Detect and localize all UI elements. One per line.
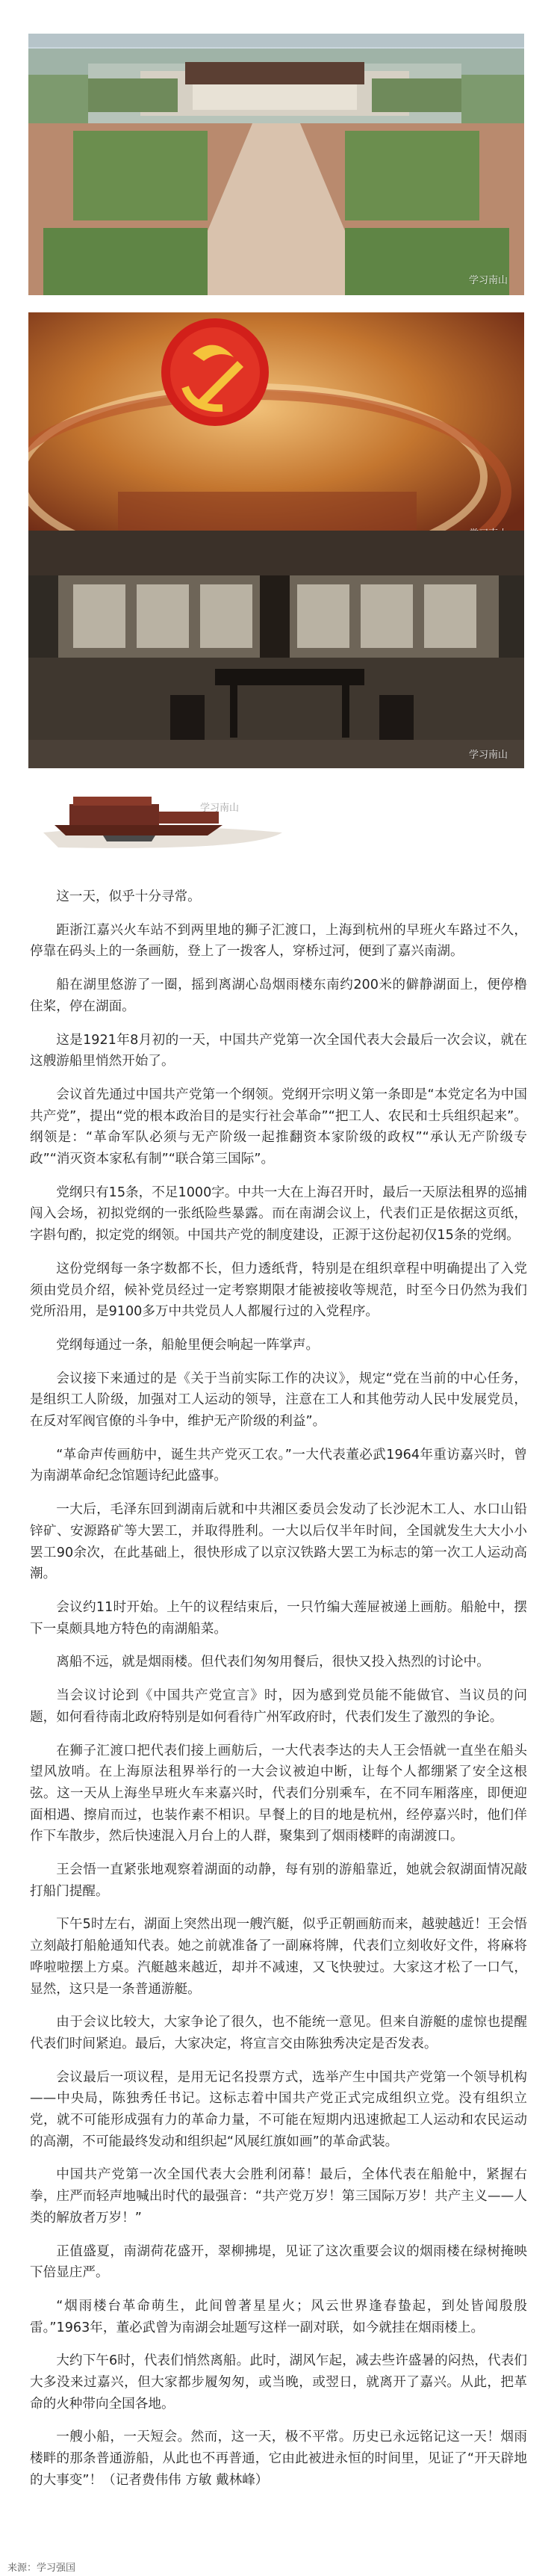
article-paragraph: 会议接下来通过的是《关于当前实际工作的决议》，规定“党在当前的中心任务，是组织工人阶级，加强对工人运动的领导，注意在工人和其他劳动人民中发展党员，在反对军阀官僚的斗争中，维护无产阶级的利益”。 [30, 1371, 527, 1430]
source-credit: 来源：学习强国 [7, 2563, 76, 2574]
article-paragraph: 由于会议比较大，大家争论了很久，也不能统一意见。但来自游艇的虚惊也提醒代表们时间紧迫。最后，大家决定，将宣言交由陈独秀决定是否发表。 [30, 2015, 527, 2051]
article-paragraph: 一大后，毛泽东回到湖南后就和中共湘区委员会发动了长沙泥木工人、水口山铅锌矿、安源路矿等大罢工，并取得胜利。一大以后仅半年时间，全国就发生大大小小罢工90余次，在此基础上，很快形成了以京汉铁路大罢工为标志的第一次工人运动高潮。 [30, 1502, 527, 1582]
article-paragraph: 距浙江嘉兴火车站不到两里地的狮子汇渡口，上海到杭州的早班火车路过不久，停靠在码头上的一条画舫，登上了一拨客人，穿桥过河，便到了嘉兴南湖。 [30, 922, 527, 960]
article-paragraph: 离船不远，就是烟雨楼。但代表们匆匆用餐后，很快又投入热烈的讨论中。 [56, 1655, 490, 1670]
article-paragraph: 这一天，似乎十分寻常。 [56, 889, 201, 904]
party-emblem-illustration [28, 312, 524, 549]
watermark: 学习南山 [468, 275, 508, 286]
article-paragraph: “革命声传画舫中，诞生共产党灭工农。”一大代表董必武1964年重访嘉兴时，曾为南湖革命纪念馆题诗纪此盛事。 [30, 1447, 527, 1484]
watermark: 学习南山 [468, 750, 508, 761]
article-paragraph: 会议最后一项议程，是用无记名投票方式，选举产生中国共产党第一个领导机构——中央局，陈独秀任书记。这标志着中国共产党正式完成组织立党。没有组织立党，就不可能形成强有力的革命力量，不可能在短期内迅速掀起工人运动和农民运动的高潮，不可能最终发动和组织起“风展红旗如画”的革命武装。 [30, 2069, 527, 2149]
article-paragraph: 一艘小船，一天短会。然而，这一天，极不平常。历史已永远铭记这一天！烟雨楼畔的那条普通游船，从此也不再普通，它由此被进永恒的时间里，见证了“开天辟地的大事变”！（记者费伟伟 方敏 戴林峰） [30, 2430, 527, 2488]
article-paragraph: 当会议讨论到《中国共产党宣言》时，因为感到党员能不能做官、当议员的问题，如何看待南北政府特别是如何看待广州军政府时，代表们发生了激烈的争论。 [30, 1688, 527, 1725]
boat-cabin-photo [28, 531, 524, 768]
article-paragraph: 王会悟一直紧张地观察着湖面的动静，每有别的游船靠近，她就会叙湖面情况敲打船门提醒。 [30, 1862, 527, 1899]
article-paragraph: 党纲每通过一条，船舱里便会响起一阵掌声。 [56, 1337, 320, 1353]
article-paragraph: 会议约11时开始。上午的议程结束后，一只竹编大莲屉被递上画舫。船舱中，摆下一桌颇具地方特色的南湖船菜。 [30, 1599, 527, 1637]
article-paragraph: 正值盛夏，南湖荷花盛开，翠柳拂堤，见证了这次重要会议的烟雨楼在绿树掩映下倍显庄严。 [30, 2243, 527, 2281]
article-paragraph: 这份党纲每一条字数都不长，但力透纸背，特别是在组织章程中明确提出了入党须由党员介绍，候补党员经过一定考察期限才能被接收等规范，时至今日仍然为我们党所沿用，是9100多万中共党员人人都履行过的入党程序。 [30, 1261, 527, 1320]
memorial-hall-illustration [28, 34, 524, 295]
article-paragraph: 下午5时左右，湖面上突然出现一艘汽艇，似乎正朝画舫而来，越驶越近！王会悟立刻敲打船舱通知代表。她之前就准备了一副麻将牌，代表们立刻收好文件，将麻将哗啦啦摆上方桌。汽艇越来越近，却并不减速，又飞快驶过。大家这才松了一口气，显然，这只是一条普通游艇。 [30, 1917, 527, 1997]
memorial-hall-photo [28, 34, 524, 295]
article-paragraph: 船在湖里悠游了一圈，摇到离湖心岛烟雨楼东南约200米的僻静湖面上，便停橹住桨，停在湖面。 [30, 977, 527, 1014]
party-emblem-dome-photo [28, 312, 524, 549]
article-paragraph: 在狮子汇渡口把代表们接上画舫后，一大代表李达的夫人王会悟就一直坐在船头望风放哨。在上海原法租界举行的一大会议被迫中断，让每个人都绷紧了安全这根弦。这一天从上海坐早班火车来嘉兴时，代表们分别乘车，在不同车厢落座，即便迎面相遇、擦肩而过，也装作素不相识。早餐上的目的地是杭州，经停嘉兴时，他们佯作下车散步，然后快速混入月台上的人群，聚集到了烟雨楼畔的南湖渡口。 [30, 1743, 527, 1844]
article-paragraph: 会议首先通过中国共产党第一个纲领。党纲开宗明义第一条即是“本党定名为中国共产党”，提出“党的根本政治目的是实行社会革命”“把工人、农民和士兵组织起来”。纲领是：“革命军队必须与无产阶级一起推翻资本家阶级的政权”“承认无产阶级专政”“消灭资本家私有制”“联合第三国际”。 [30, 1087, 527, 1167]
red-boat-illustration [28, 774, 524, 858]
article-paragraph: 党纲只有15条，不足1000字。中共一大在上海召开时，最后一天原法租界的巡捕闯入会场，初拟党纲的一张纸险些暴露。而在南湖会议上，代表们正是依据这页纸，字斟句酌，拟定党的纲领。中国共产党的制度建设，正源于这份起初仅15条的党纲。 [30, 1184, 527, 1244]
red-boat-photo [28, 774, 524, 858]
article-paragraph: 中国共产党第一次全国代表大会胜利闭幕！最后，全体代表在船舱中，紧握右拳，庄严而轻声地喊出时代的最强音：“共产党万岁！第三国际万岁！共产主义——人类的解放者万岁！” [30, 2167, 527, 2226]
cabin-interior-illustration [28, 531, 524, 768]
watermark: 学习南山 [200, 803, 240, 814]
article-paragraph: 这是1921年8月初的一天，中国共产党第一次全国代表大会最后一次会议，就在这艘游船里悄然开始了。 [30, 1032, 527, 1069]
article-paragraph: 大约下午6时，代表们悄然离船。此时，湖风乍起，减去些许盛暑的闷热，代表们大多没来过嘉兴，但大家都步履匆匆，或当晚，或翌日，就离开了嘉兴。从此，把革命的火种带向全国各地。 [30, 2353, 527, 2412]
article-body [30, 886, 527, 2504]
article-paragraph: “烟雨楼台革命萌生，此间曾著星星火；风云世界逢春蛰起，到处皆闻殷殷雷。”1963年，董必武曾为南湖会址题写这样一副对联，如今就挂在烟雨楼上。 [30, 2298, 527, 2335]
